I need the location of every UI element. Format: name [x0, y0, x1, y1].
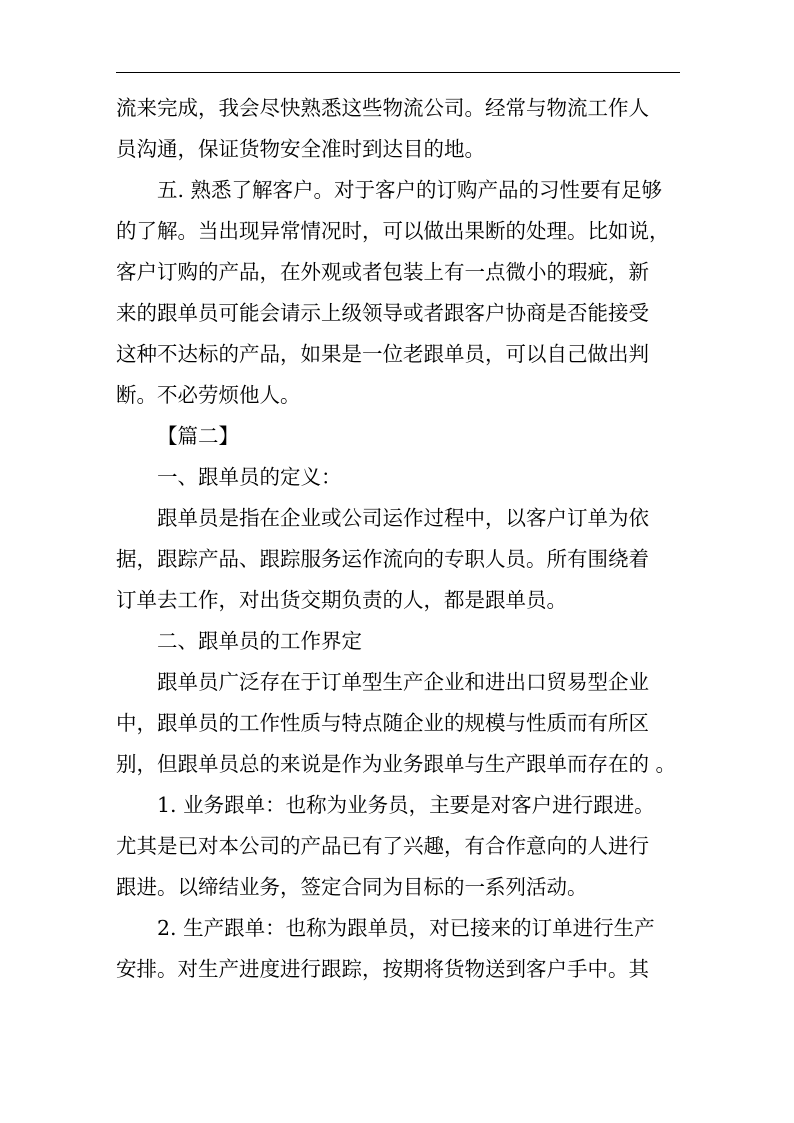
- text-line: 五. 熟悉了解客户。对于客户的订购产品的习性要有足够: [157, 178, 663, 202]
- text-line: 据，跟踪产品、跟踪服务运作流向的专职人员。所有围绕着: [116, 547, 649, 571]
- text-line: 订单去工作，对出货交期负责的人，都是跟单员。: [116, 588, 567, 612]
- text-line: 中，跟单员的工作性质与特点随企业的规模与性质而有所区: [116, 711, 649, 735]
- header-rule: [116, 72, 680, 73]
- text-line: 断。不必劳烦他人。: [116, 383, 301, 407]
- text-line: 的了解。当出现异常情况时，可以做出果断的处理。比如说，: [116, 219, 670, 243]
- text-line: 这种不达标的产品，如果是一位老跟单员，可以自己做出判: [116, 342, 649, 366]
- text-line: 别，但跟单员总的来说是作为业务跟单与生产跟单而存在的 。: [116, 752, 677, 776]
- text-line: 尤其是已对本公司的产品已有了兴趣，有合作意向的人进行: [116, 834, 649, 858]
- text-line: 客户订购的产品，在外观或者包装上有一点微小的瑕疵，新: [116, 260, 649, 284]
- text-line: 来的跟单员可能会请示上级领导或者跟客户协商是否能接受: [116, 301, 649, 325]
- text-line: 跟单员是指在企业或公司运作过程中，以客户订单为依: [157, 506, 649, 530]
- text-line: 安排。对生产进度进行跟踪，按期将货物送到客户手中。其: [116, 957, 649, 981]
- text-line: 2. 生产跟单：也称为跟单员，对已接来的订单进行生产: [157, 916, 655, 940]
- section-heading: 【篇二】: [157, 424, 239, 448]
- text-line: 员沟通，保证货物安全准时到达目的地。: [116, 137, 485, 161]
- text-line: 跟进。以缔结业务，签定合同为目标的一系列活动。: [116, 875, 588, 899]
- text-line: 跟单员广泛存在于订单型生产企业和进出口贸易型企业: [157, 670, 649, 694]
- subsection-heading: 一、跟单员的定义：: [157, 465, 342, 489]
- document-body: [116, 88, 680, 990]
- subsection-heading: 二、跟单员的工作界定: [157, 629, 362, 653]
- text-line: 1. 业务跟单：也称为业务员，主要是对客户进行跟进。: [157, 793, 655, 817]
- text-line: 流来完成，我会尽快熟悉这些物流公司。经常与物流工作人: [116, 96, 649, 120]
